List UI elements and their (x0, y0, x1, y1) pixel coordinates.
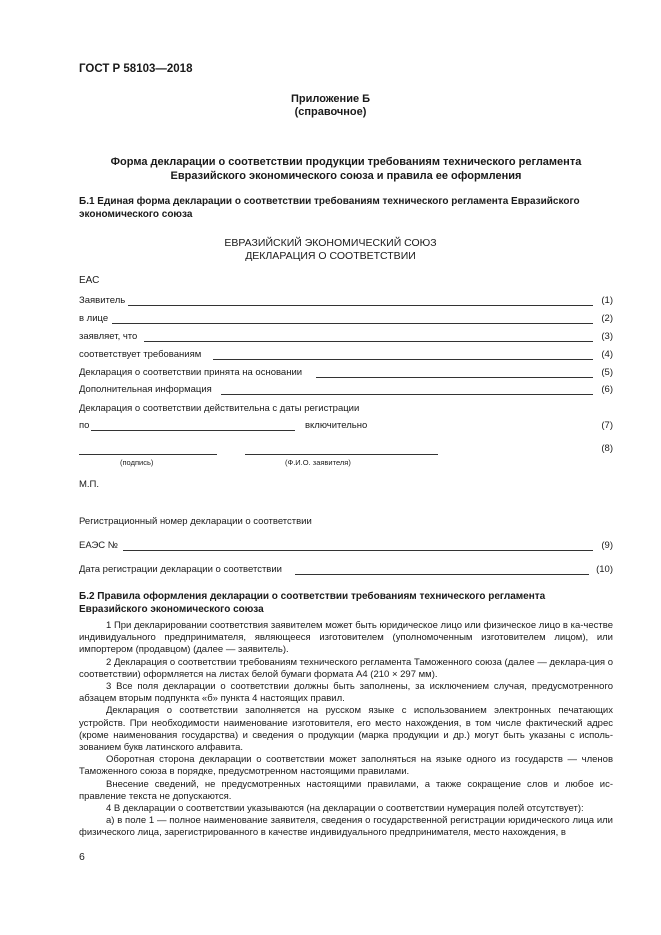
page-number: 6 (79, 851, 85, 863)
field-underline (128, 305, 593, 306)
validity-intro: Декларация о соответствии действительна с даты регистрации (79, 403, 360, 414)
stamp-place: М.П. (79, 479, 100, 490)
field-number: (5) (601, 367, 613, 378)
field-number: (6) (601, 384, 613, 395)
appendix-title: Приложение Б (290, 93, 371, 105)
field-number: (7) (601, 420, 613, 431)
applicant-name-line (245, 454, 438, 455)
paragraph: 3 Все поля декларации о соответствии должны быть заполнены, за исключением случая, предусмотренного абзацем вторым подпункта «б» пункта 4 настоящих правил. (79, 681, 613, 705)
section-heading-line: Б.2 Правила оформления декларации о соответствии требованиям технического регламента (79, 591, 546, 602)
signature-caption: (подпись) (120, 458, 154, 467)
document-standard-header: ГОСТ Р 58103—2018 (79, 63, 193, 75)
field-underline (221, 394, 593, 395)
form-doc-type: ДЕКЛАРАЦИЯ О СООТВЕТСТВИИ (245, 250, 416, 262)
field-number: (4) (601, 349, 613, 360)
paragraph: 2 Декларация о соответствии требованиям технического регламента Таможенного союза (далее — деклара-ция о соответствии) оформляется на листах белой бумаги формата А4 (210 × 297 мм). (79, 656, 613, 680)
form-field-applicant (79, 295, 613, 307)
field-label: ЕАЭС № (79, 540, 118, 551)
form-field-requirements (79, 349, 613, 361)
applicant-name-caption: (Ф.И.О. заявителя) (285, 458, 351, 467)
field-underline (213, 359, 593, 360)
document-title-line: Евразийского экономического союза и правила ее оформления (170, 170, 522, 182)
rules-text (79, 620, 613, 840)
form-field-declares (79, 331, 613, 343)
field-underline (144, 341, 593, 342)
paragraph: Оборотная сторона декларации о соответствии может заполняться на языке одного из государств — членов Таможенного союза в порядке, предусмотренном настоящими правилами. (79, 754, 613, 778)
field-number: (2) (601, 313, 613, 324)
field-underline (112, 323, 593, 324)
registration-number-label: Регистрационный номер декларации о соответствии (79, 516, 312, 527)
section-b1-heading (79, 196, 613, 221)
form-field-additional-info (79, 384, 613, 396)
form-org-name: ЕВРАЗИЙСКИЙ ЭКОНОМИЧЕСКИЙ СОЮЗ (224, 237, 437, 249)
field-label: соответствует требованиям (79, 349, 202, 360)
document-title-line: Форма декларации о соответствии продукции требованиям технического регламента (110, 156, 582, 168)
field-underline (91, 430, 295, 431)
form-field-basis (79, 367, 613, 379)
field-suffix: включительно (305, 420, 368, 431)
form-field-registration-number (79, 540, 613, 552)
form-field-registration-date (79, 564, 613, 576)
section-heading-line: экономического союза (79, 208, 193, 220)
appendix-type: (справочное) (294, 106, 367, 118)
field-label: в лице (79, 313, 109, 324)
field-label: заявляет, что (79, 331, 138, 342)
signature-line (79, 454, 217, 455)
paragraph: Декларация о соответствии заполняется на русском языке с использованием электронных печатающих устройств. При необходимости наименование изготовителя, его место нахождения, в том числе фактический адрес (кроме наименования государства) и сведения о продукции (марка продукции и др.) могут быть указаны с исполь-зованием букв латинского алфавита. (79, 705, 613, 754)
section-heading-line: Евразийского экономического союза (79, 603, 264, 615)
field-number: (1) (601, 295, 613, 306)
paragraph: а) в поле 1 — полное наименование заявителя, сведения о государственной регистрации юридического лица или физического лица, зарегистрированного в качестве индивидуального предпринимателя, место нахождения, в (79, 815, 613, 839)
field-underline (295, 574, 589, 575)
section-b2-heading (79, 591, 613, 616)
document-title (79, 155, 613, 183)
field-number: (3) (601, 331, 613, 342)
field-number: (10) (596, 564, 613, 575)
field-underline (316, 377, 593, 378)
field-label: Заявитель (79, 295, 126, 306)
eac-mark: ЕАС (79, 275, 100, 286)
paragraph: 4 В декларации о соответствии указываются (на декларации о соответствии нумерация полей отсутствует): (106, 803, 584, 815)
field-number: (8) (601, 443, 613, 454)
form-field-represented-by (79, 313, 613, 325)
field-number: (9) (601, 540, 613, 551)
field-label: по (79, 420, 90, 431)
field-label: Дополнительная информация (79, 384, 212, 395)
paragraph: 1 При декларировании соответствия заявителем может быть юридическое лицо или физическое лицо в ка-честве индивидуального предпринимателя, являющееся изготовителем (уполномоченным изготовителем лицом), или импортером (продавцом) (далее — заявитель). (79, 620, 613, 656)
section-heading-line: Б.1 Единая форма декларации о соответствии требованиям технического регламента Евразийского (79, 196, 580, 207)
paragraph: Внесение сведений, не предусмотренных настоящими правилами, а также сокращение слов и любое ис-правление текста не допускаются. (79, 778, 613, 802)
form-field-validity (79, 420, 613, 432)
field-label: Декларация о соответствии принята на основании (79, 367, 303, 378)
field-label: Дата регистрации декларации о соответствии (79, 564, 282, 575)
field-underline (123, 550, 593, 551)
